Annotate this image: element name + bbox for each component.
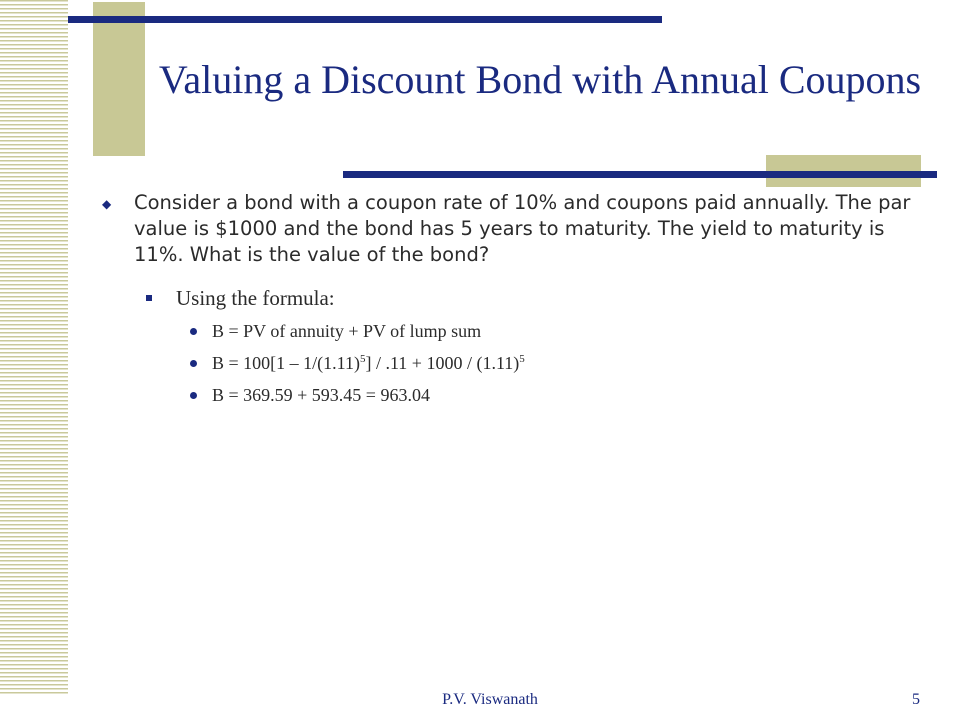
title-accent-block — [93, 2, 145, 156]
main-bullet-text: Consider a bond with a coupon rate of 10% and coupons paid annually. The par value is $1000 and the bond has 5 years to maturity. The yield to maturity is 11%. What is the value of the bond? — [134, 191, 911, 266]
formula-text-1: B = PV of annuity + PV of lump sum — [212, 321, 482, 341]
sub-bullet-text: Using the formula: — [176, 286, 335, 310]
formula-item — [190, 352, 890, 374]
sub-bullet — [146, 285, 906, 311]
footer-author: P.V. Viswanath — [442, 691, 538, 708]
main-bullet — [102, 190, 922, 268]
formula-2-part-1: B = 100[1 – 1/(1.11) — [212, 353, 360, 373]
formula-item — [190, 320, 890, 342]
top-rule — [68, 16, 662, 23]
dot-bullet-icon — [190, 328, 197, 335]
footer-page-number: 5 — [912, 691, 920, 708]
formula-2-part-2: ] / .11 + 1000 / (1.11) — [365, 353, 520, 373]
left-stripe-decoration — [0, 0, 68, 694]
dot-bullet-icon — [190, 392, 197, 399]
formula-item — [190, 384, 890, 406]
formula-text-3: B = 369.59 + 593.45 = 963.04 — [212, 385, 430, 405]
title-underline-rule — [343, 171, 937, 178]
slide-title: Valuing a Discount Bond with Annual Coupons — [158, 57, 922, 102]
diamond-bullet-icon: ◆ — [102, 197, 112, 211]
square-bullet-icon — [146, 295, 152, 301]
formula-2-exponent-2: 5 — [519, 353, 525, 365]
formula-2-exponent-1: 5 — [359, 353, 366, 365]
dot-bullet-icon — [190, 360, 197, 367]
formula-text-2 — [212, 352, 890, 374]
